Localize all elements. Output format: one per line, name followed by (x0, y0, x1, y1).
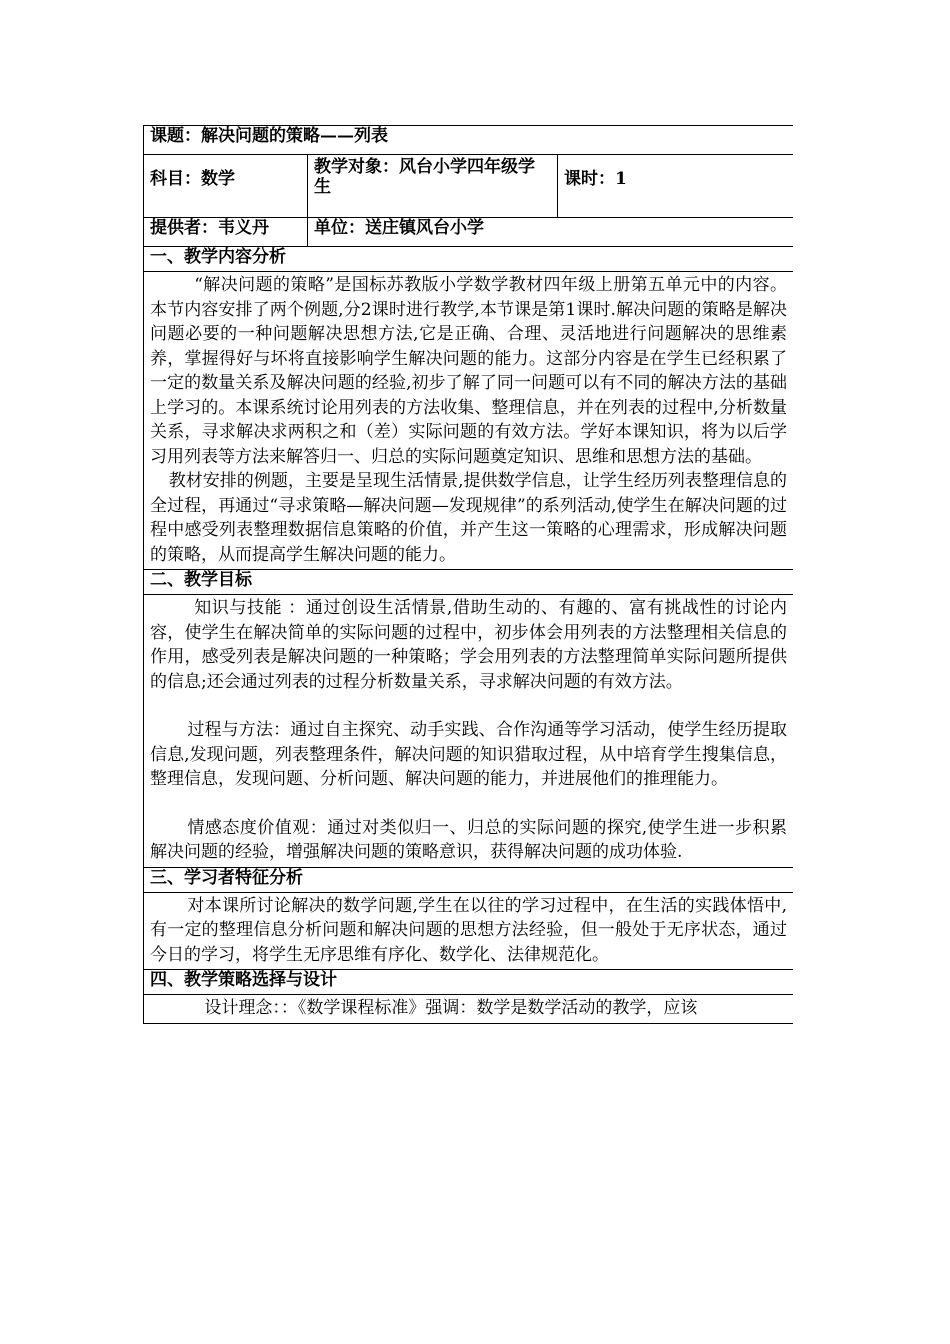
provider-row (144, 218, 794, 247)
section-title-learners: 三、学习者特征分析 (144, 867, 794, 892)
section-heading-row (144, 867, 794, 892)
section-body-strategy (144, 995, 794, 1024)
content-analysis-paragraph-1: “解决问题的策略”是国标苏教版小学数学教材四年级上册第五单元中的内容。本节内容安排了两个例题,分2课时进行教学,本节课是第1课时.解决问题的策略是解决问题必要的一种问题解决思想方法,它是正确、合理、灵活地进行问题解决的思维素养，掌握得好与坏将直接影响学生解决问题的能力。这部分内容是在学生已经积累了一定的数量关系及解决问题的经验,初步了解了同一问题可以有不同的解决方法的基础上学习的。本课系统讨论用列表的方法收集、整理信息，并在列表的过程中,分析数量关系，寻求解决求两积之和（差）实际问题的有效方法。学好本课知识，将为以后学习用列表等方法来解答归一、归总的实际问题奠定知识、思维和思想方法的基础。 (150, 275, 788, 467)
section-body-content-analysis (144, 272, 794, 570)
section-body-row (144, 272, 794, 570)
section-body-row (144, 892, 794, 970)
lesson-plan-table (143, 125, 793, 1024)
topic-cell: 课题：解决问题的策略——列表 (144, 126, 794, 155)
section-title-content-analysis: 一、教学内容分析 (144, 247, 794, 272)
section-heading-row (144, 570, 794, 595)
audience-cell: 教学对象：风台小学四年级学生 (308, 155, 558, 218)
section-heading-row (144, 247, 794, 272)
topic-row (144, 126, 794, 155)
section-body-row (144, 595, 794, 868)
subject-row (144, 155, 794, 218)
section-title-objectives: 二、教学目标 (144, 570, 794, 595)
objective-knowledge-skills: 知识与技能 ：通过创设生活情景,借助生动的、有趣的、富有挑战性的讨论内容，使学生在解决简单的实际问题的过程中，初步体会用列表的方法整理相关信息的作用，感受列表是解决问题的一种策略；学会用列表的方法整理简单实际问题所提供的信息;还会通过列表的过程分析数量关系，寻求解决问题的有效方法。 (150, 598, 788, 692)
period-cell: 课时：1 (558, 155, 794, 218)
section-body-learners (144, 892, 794, 970)
section-body-objectives (144, 595, 794, 868)
learners-paragraph-1: 对本课所讨论解决的数学问题,学生在以往的学习过程中，在生活的实践体悟中,有一定的整理信息分析问题和解决问题的思想方法经验，但一般处于无序状态，通过今日的学习，将学生无序思维有序化、数学化、法律规范化。 (150, 895, 788, 965)
unit-cell: 单位：送庄镇风台小学 (308, 218, 794, 247)
subject-cell: 科目：数学 (144, 155, 308, 218)
strategy-paragraph-1: 设计理念：：《数学课程标准》强调：数学是数学活动的教学，应该 (204, 998, 698, 1018)
section-body-row (144, 995, 794, 1024)
section-title-strategy: 四、教学策略选择与设计 (144, 970, 794, 995)
objective-process-methods: 过程与方法：通过自主探究、动手实践、合作沟通等学习活动，使学生经历提取信息,发现问题，列表整理条件，解决问题的知识猎取过程，从中培育学生搜集信息，整理信息，发现问题、分析问题、解决问题的能力，并进展他们的推理能力。 (150, 720, 788, 789)
paragraph-gap (150, 792, 787, 816)
lesson-plan-document (143, 125, 793, 1205)
provider-cell: 提供者：韦义丹 (144, 218, 308, 247)
section-heading-row (144, 970, 794, 995)
objective-emotion-values: 情感态度价值观：通过对类似归一、归总的实际问题的探究,使学生进一步积累解决问题的经验，增强解决问题的策略意识，获得解决问题的成功体验. (150, 817, 788, 862)
content-analysis-paragraph-2: 教材安排的例题，主要是呈现生活情景,提供数学信息，让学生经历列表整理信息的全过程，再通过“寻求策略—解决问题—发现规律”的系列活动,使学生在解决问题的过程中感受列表整理数据信息策略的价值，并产生这一策略的心理需求，形成解决问题的策略，从而提高学生解决问题的能力。 (150, 471, 788, 565)
paragraph-gap (150, 694, 787, 718)
